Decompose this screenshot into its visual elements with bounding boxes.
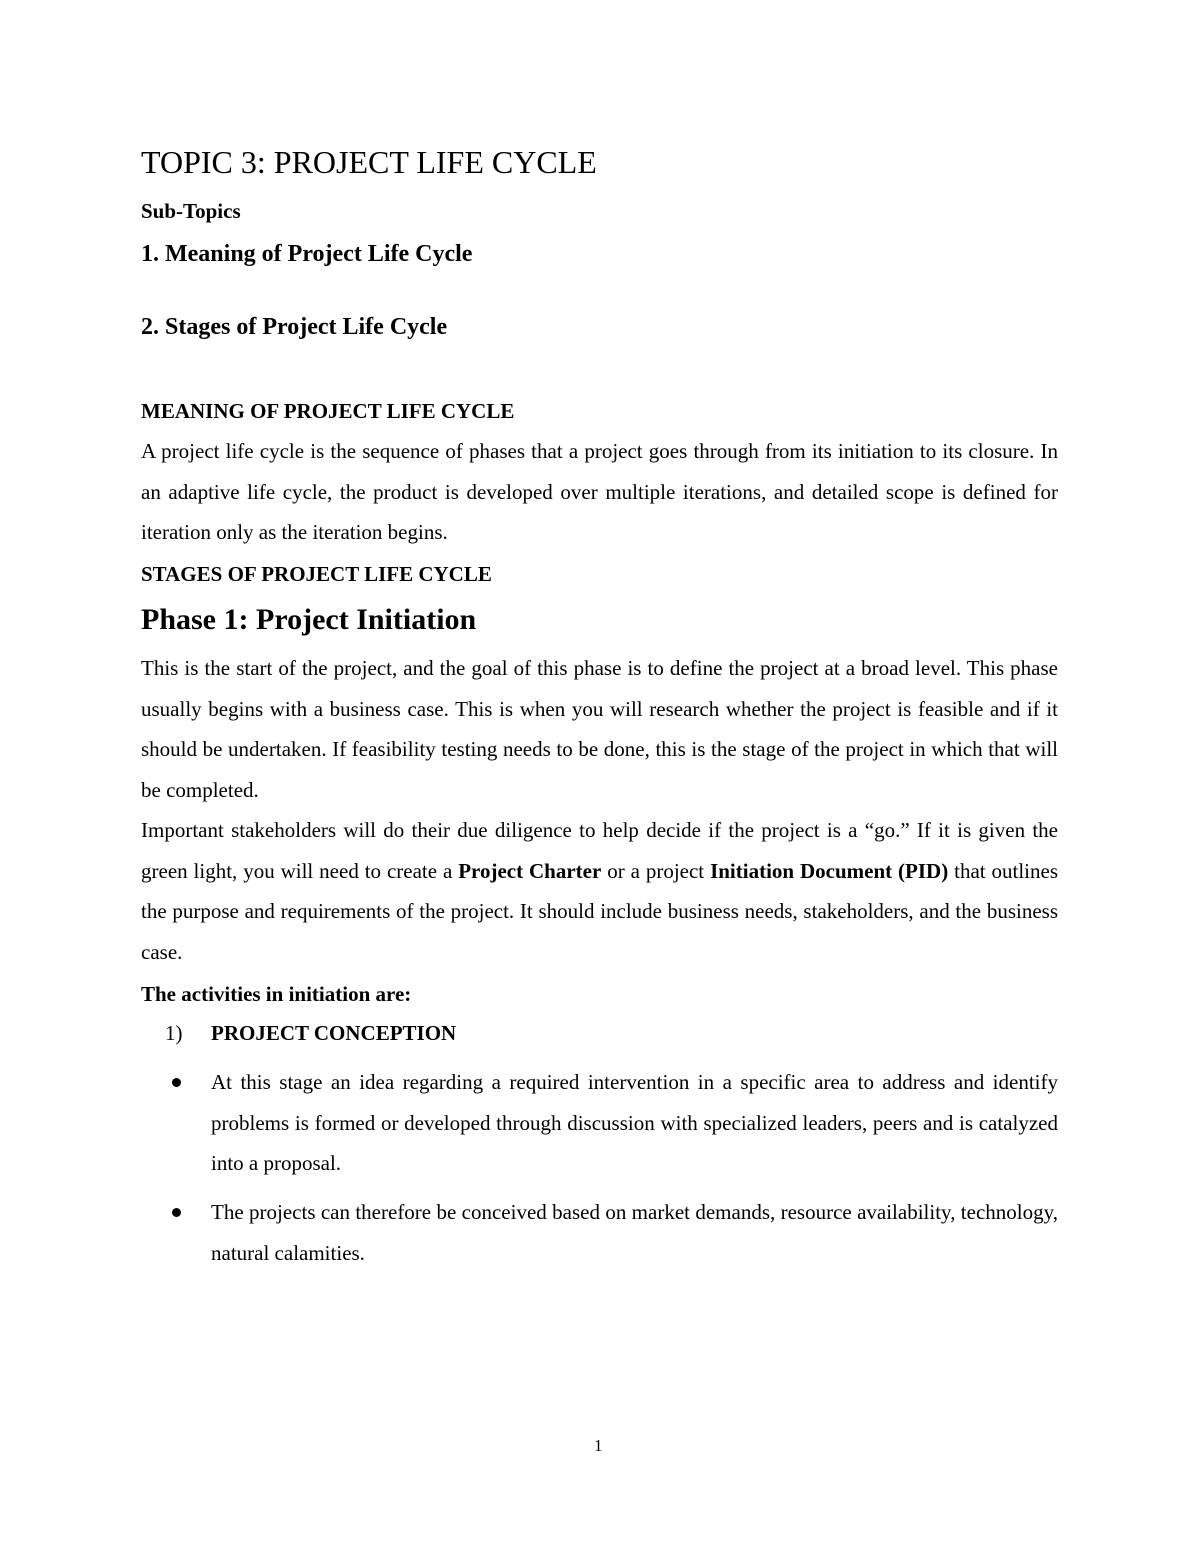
meaning-paragraph: A project life cycle is the sequence of phases that a project goes through from its initiation to its closure. In an adaptive life cycle, the product is developed over multiple iterations, and detailed scope is defined for iteration only as the iteration begins. [141, 439, 1058, 545]
paragraph-text: Important stakeholders will do their due diligence to help decide if the project is a “go.” If it is given the green light, you will need to create a [141, 818, 1058, 883]
initiation-paragraph-1: This is the start of the project, and the goal of this phase is to define the project at a broad level. This phase usually begins with a business case. This is when you will research whether the project is feasible and if it should be undertaken. If feasibility testing needs to be done, this is the stage of the project in which that will be completed. [141, 656, 1058, 802]
initiation-paragraph-2 [141, 810, 1058, 972]
subtopics-label: Sub-Topics [141, 199, 241, 223]
list-item-title: PROJECT CONCEPTION [211, 1021, 457, 1045]
bullet-icon [172, 1078, 181, 1087]
list-number: 1) [165, 1021, 183, 1045]
page-number: 1 [594, 1436, 603, 1455]
activities-heading: The activities in initiation are: [141, 982, 412, 1006]
pid-term: Initiation Document (PID) [710, 858, 949, 883]
subtopic-item: 1. Meaning of Project Life Cycle [141, 241, 473, 267]
subtopic-item: 2. Stages of Project Life Cycle [141, 314, 448, 340]
phase-title: Phase 1: Project Initiation [141, 603, 477, 636]
document-title: TOPIC 3: PROJECT LIFE CYCLE [141, 144, 597, 180]
section-heading-stages: STAGES OF PROJECT LIFE CYCLE [141, 562, 492, 586]
bullet-item: The projects can therefore be conceived based on market demands, resource availability, technology, natural calamities. [211, 1200, 1058, 1265]
section-heading-meaning: MEANING OF PROJECT LIFE CYCLE [141, 399, 515, 423]
paragraph-text: that outlines the purpose and requirements of the project. It should include business needs, stakeholders, and the business case. [141, 858, 1058, 964]
project-charter-term: Project Charter [458, 858, 602, 883]
paragraph-text: or a project [601, 858, 711, 883]
bullet-item: At this stage an idea regarding a required intervention in a specific area to address and identify problems is formed or developed through discussion with specialized leaders, peers and is catalyzed into a proposal. [211, 1070, 1058, 1176]
bullet-icon [172, 1208, 181, 1217]
